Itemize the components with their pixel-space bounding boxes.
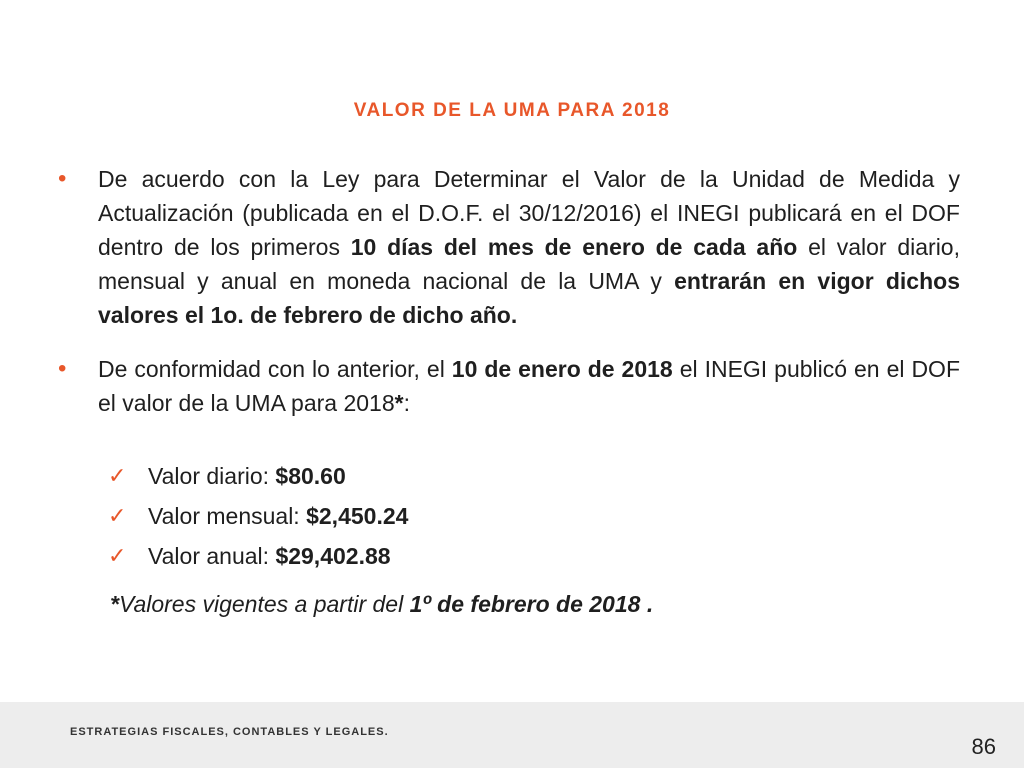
value-label: Valor anual:: [148, 543, 276, 569]
bullet-item: [58, 162, 960, 332]
value-amount: $2,450.24: [306, 503, 409, 529]
bullet-text-part: el valor diario, mensual y anual en moneda nacional de la UMA y: [98, 234, 960, 294]
uma-value-annual: [108, 536, 960, 576]
bullet-icon: •: [58, 355, 67, 382]
footnote-suffix: .: [640, 591, 654, 617]
footnote-emphasis: 1º de febrero de 2018: [409, 591, 641, 617]
checkmark-icon: ✓: [108, 463, 127, 488]
bullet-text: [98, 166, 960, 328]
footnote-text: Valores vigentes a partir del: [118, 591, 410, 617]
bullet-text-bold: 10 días del mes de enero de cada año: [350, 234, 798, 260]
bullet-text-part: el INEGI publicó en el DOF el valor de la UMA para 2018: [98, 356, 960, 416]
bullet-text-bold: *: [394, 390, 404, 416]
slide-title: VALOR DE LA UMA PARA 2018: [353, 100, 671, 121]
footer-bar: [0, 702, 1024, 768]
value-label: Valor mensual:: [148, 503, 307, 529]
footer-company-text: ESTRATEGIAS FISCALES, CONTABLES Y LEGALES.: [70, 726, 389, 738]
bullet-text-part: De conformidad con lo anterior, el: [98, 356, 452, 382]
value-amount: $80.60: [275, 463, 346, 489]
page-number: 86: [971, 734, 996, 759]
bullet-icon: •: [58, 165, 67, 192]
footnote: [58, 584, 960, 624]
value-label: Valor diario:: [148, 463, 276, 489]
bullet-text-bold: 10 de enero de 2018: [451, 356, 673, 382]
slide-content: [58, 162, 960, 624]
footnote-asterisk: *: [110, 591, 119, 617]
bullet-item: [58, 352, 960, 420]
bullet-text-part: De acuerdo con la Ley para Determinar el Valor de la Unidad de Medida y Actualización (publicada en el D.O.F. el 30/12/2016) el INEGI publicará en el DOF dentro de los primeros: [98, 166, 960, 260]
value-amount: $29,402.88: [275, 543, 391, 569]
checkmark-icon: ✓: [108, 503, 127, 528]
uma-value-monthly: [108, 496, 960, 536]
uma-values-list: [58, 456, 960, 576]
bullet-text-part: :: [403, 390, 410, 416]
bullet-text: [98, 356, 960, 416]
uma-value-daily: [108, 456, 960, 496]
checkmark-icon: ✓: [108, 543, 127, 568]
bullet-text-bold: entrarán en vigor dichos valores el 1o. de febrero de dicho año.: [98, 268, 960, 328]
